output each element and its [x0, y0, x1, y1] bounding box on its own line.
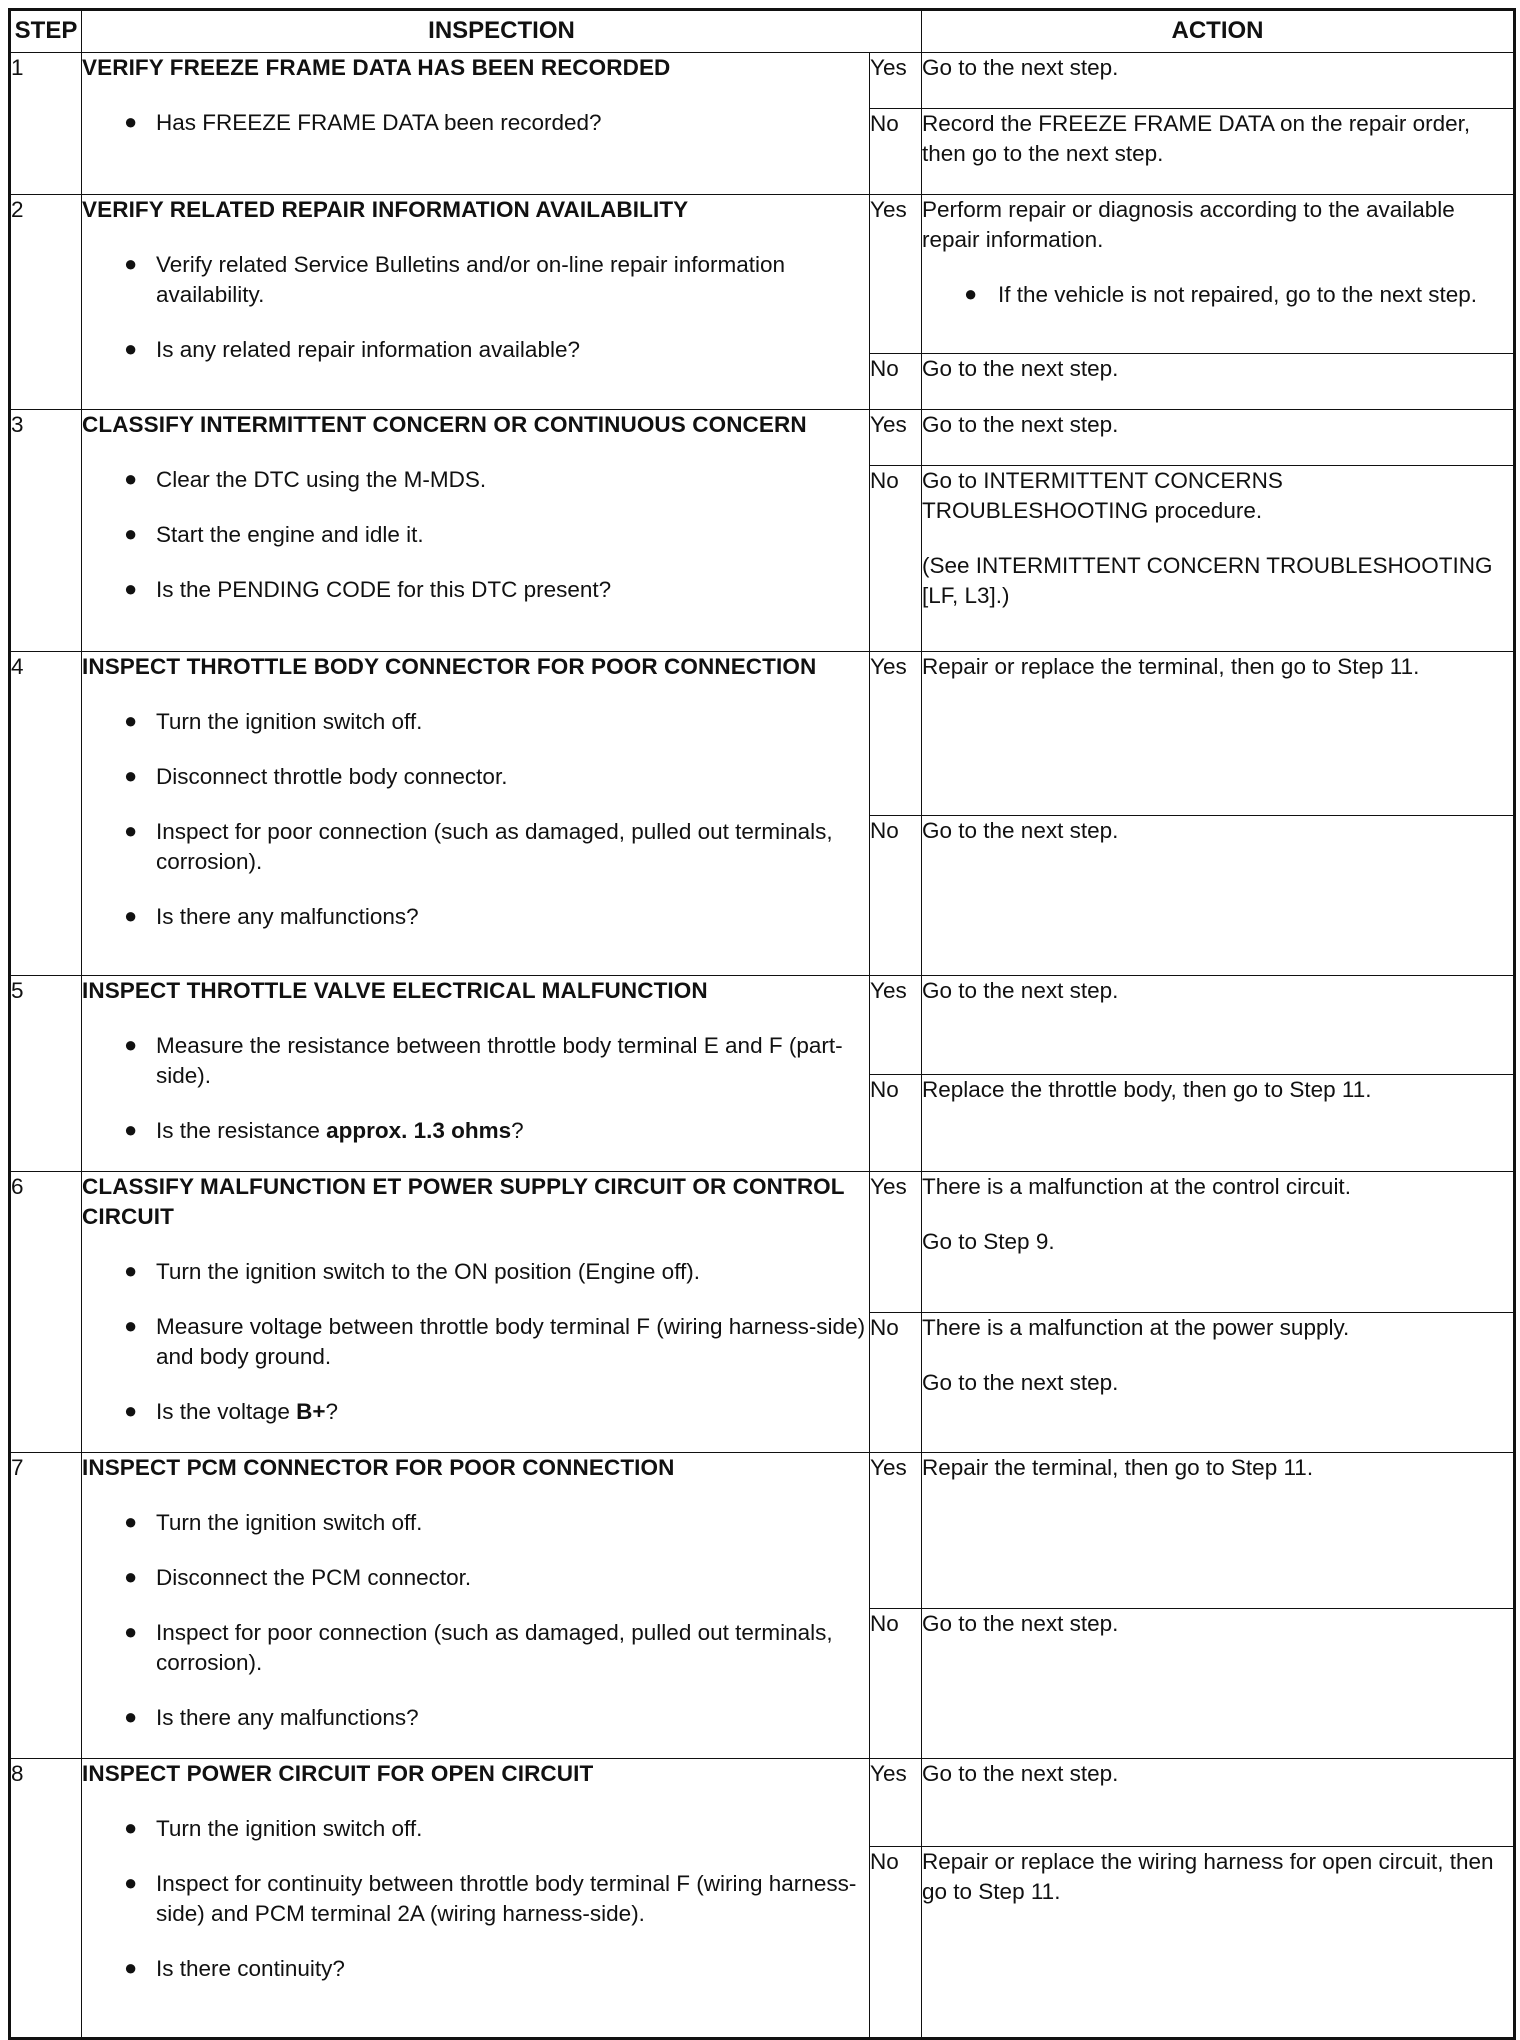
- header-row: [10, 10, 1515, 53]
- yes-action: [922, 1172, 1515, 1313]
- table-row: [10, 53, 1515, 109]
- yes-action: [922, 53, 1515, 109]
- action-text: There is a malfunction at the control circuit.: [922, 1174, 1351, 1199]
- table-row: [10, 976, 1515, 1075]
- bullet-tail: ?: [511, 1118, 524, 1143]
- inspection-title: INSPECT THROTTLE BODY CONNECTOR FOR POOR CONNECTION: [82, 654, 817, 679]
- action-text: Go to the next step.: [922, 978, 1119, 1003]
- action-text: Record the FREEZE FRAME DATA on the repair order, then go to the next step.: [922, 111, 1471, 166]
- inspection-bullets: [82, 465, 869, 605]
- bullet-tail: ?: [325, 1399, 338, 1424]
- table-row: [10, 652, 1515, 816]
- action-text: Go to the next step.: [922, 412, 1119, 437]
- inspection-bullet: ● Disconnect the PCM connector.: [82, 1563, 869, 1593]
- inspection-cell: [82, 1172, 870, 1453]
- yes-action: [922, 1759, 1515, 1847]
- inspection-bullet: ● Is the PENDING CODE for this DTC present?: [82, 575, 869, 605]
- inspection-bullets: [82, 1031, 869, 1146]
- table-row: [10, 1172, 1515, 1313]
- inspection-bullets: [82, 250, 869, 365]
- no-label: No: [870, 1608, 922, 1758]
- action-text: Go to the next step.: [922, 356, 1119, 381]
- inspection-bullet: ● Disconnect throttle body connector.: [82, 762, 869, 792]
- inspection-title: VERIFY FREEZE FRAME DATA HAS BEEN RECORDED: [82, 55, 671, 80]
- diagnostic-table: [8, 8, 1516, 2040]
- inspection-cell: [82, 410, 870, 652]
- yes-action: [922, 976, 1515, 1075]
- yes-action: [922, 410, 1515, 466]
- bullet-text: Is the voltage: [156, 1399, 297, 1424]
- bold-value: B+: [296, 1399, 326, 1424]
- yes-label: Yes: [870, 195, 922, 354]
- no-label: No: [870, 1313, 922, 1453]
- inspection-bullet: ● Is any related repair information available?: [82, 335, 869, 365]
- inspection-bullet: ● Start the engine and idle it.: [82, 520, 869, 550]
- step-number: 6: [10, 1172, 82, 1453]
- inspection-bullet: [82, 1397, 869, 1427]
- inspection-bullet: ● Is there any malfunctions?: [82, 902, 869, 932]
- action-text: Go to the next step.: [922, 55, 1119, 80]
- step-number: 1: [10, 53, 82, 195]
- inspection-bullet: ● Inspect for poor connection (such as damaged, pulled out terminals, corrosion).: [82, 1618, 869, 1678]
- inspection-cell: [82, 195, 870, 410]
- no-label: No: [870, 354, 922, 410]
- yes-label: Yes: [870, 1453, 922, 1609]
- no-label: No: [870, 466, 922, 652]
- step-number: 4: [10, 652, 82, 976]
- yes-label: Yes: [870, 1759, 922, 1847]
- inspection-bullet: ● Turn the ignition switch off.: [82, 707, 869, 737]
- action-bullet: ● If the vehicle is not repaired, go to the next step.: [922, 280, 1513, 310]
- action-text: Go to Step 9.: [922, 1229, 1055, 1254]
- action-text: Go to the next step.: [922, 1761, 1119, 1786]
- yes-action: [922, 1453, 1515, 1609]
- step-number: 8: [10, 1759, 82, 2039]
- bullet-text: Is the resistance: [156, 1118, 327, 1143]
- inspection-bullet: ● Turn the ignition switch off.: [82, 1508, 869, 1538]
- yes-action: [922, 652, 1515, 816]
- action-bullets: [922, 280, 1513, 310]
- action-text: Repair or replace the terminal, then go to Step 11.: [922, 654, 1420, 679]
- inspection-title: VERIFY RELATED REPAIR INFORMATION AVAILABILITY: [82, 197, 689, 222]
- action-text: Go to the next step.: [922, 1610, 1119, 1636]
- action-text: Perform repair or diagnosis according to the available repair information.: [922, 197, 1455, 252]
- action-text: Replace the throttle body, then go to Step 11.: [922, 1077, 1372, 1103]
- yes-label: Yes: [870, 1172, 922, 1313]
- no-action: [922, 816, 1515, 976]
- inspection-bullet: ● Is there continuity?: [82, 1954, 869, 1984]
- step-number: 3: [10, 410, 82, 652]
- inspection-bullet: ● Turn the ignition switch to the ON position (Engine off).: [82, 1257, 869, 1287]
- inspection-bullet: ● Inspect for poor connection (such as damaged, pulled out terminals, corrosion).: [82, 817, 869, 877]
- table-row: [10, 195, 1515, 354]
- inspection-bullet: ● Clear the DTC using the M-MDS.: [82, 465, 869, 495]
- inspection-title: CLASSIFY MALFUNCTION ET POWER SUPPLY CIRCUIT OR CONTROL CIRCUIT: [82, 1174, 845, 1229]
- inspection-bullet: ● Inspect for continuity between throttle body terminal F (wiring harness-side) and PCM terminal 2A (wiring harness-side).: [82, 1869, 869, 1929]
- no-label: No: [870, 816, 922, 976]
- action-text: Repair the terminal, then go to Step 11.: [922, 1455, 1314, 1480]
- inspection-bullet: ● Verify related Service Bulletins and/or on-line repair information availability.: [82, 250, 869, 310]
- inspection-cell: [82, 53, 870, 195]
- inspection-title: CLASSIFY INTERMITTENT CONCERN OR CONTINUOUS CONCERN: [82, 412, 807, 437]
- table-row: [10, 1759, 1515, 1847]
- yes-label: Yes: [870, 976, 922, 1075]
- inspection-cell: [82, 652, 870, 976]
- no-label: No: [870, 109, 922, 195]
- inspection-bullet: ● Measure the resistance between throttle body terminal E and F (part-side).: [82, 1031, 869, 1091]
- inspection-title: INSPECT POWER CIRCUIT FOR OPEN CIRCUIT: [82, 1761, 594, 1786]
- table-row: [10, 410, 1515, 466]
- yes-action: [922, 195, 1515, 354]
- inspection-bullets: [82, 1257, 869, 1427]
- no-label: No: [870, 1847, 922, 2039]
- inspection-bullet: ● Turn the ignition switch off.: [82, 1814, 869, 1844]
- table-row: [10, 1453, 1515, 1609]
- no-action: [922, 1847, 1515, 2039]
- inspection-cell: [82, 976, 870, 1172]
- inspection-bullets: [82, 1814, 869, 1984]
- bold-value: approx. 1.3 ohms: [326, 1118, 512, 1143]
- no-action: [922, 466, 1515, 652]
- header-action: ACTION: [922, 10, 1515, 53]
- action-text: (See INTERMITTENT CONCERN TROUBLESHOOTING [LF, L3].): [922, 553, 1493, 608]
- action-text: Go to the next step.: [922, 1370, 1119, 1396]
- inspection-bullet: ● Has FREEZE FRAME DATA been recorded?: [82, 108, 869, 138]
- inspection-cell: [82, 1453, 870, 1759]
- step-number: 7: [10, 1453, 82, 1759]
- no-action: [922, 1608, 1515, 1758]
- inspection-cell: [82, 1759, 870, 2039]
- no-label: No: [870, 1075, 922, 1172]
- yes-label: Yes: [870, 652, 922, 816]
- no-action: [922, 354, 1515, 410]
- yes-label: Yes: [870, 53, 922, 109]
- header-step: STEP: [10, 10, 82, 53]
- step-number: 2: [10, 195, 82, 410]
- action-text: Go to INTERMITTENT CONCERNS TROUBLESHOOTING procedure.: [922, 468, 1283, 523]
- inspection-title: INSPECT THROTTLE VALVE ELECTRICAL MALFUNCTION: [82, 978, 708, 1003]
- no-action: [922, 1313, 1515, 1453]
- inspection-bullet: ● Measure voltage between throttle body terminal F (wiring harness-side) and body ground.: [82, 1312, 869, 1372]
- no-action: [922, 109, 1515, 195]
- action-text: Repair or replace the wiring harness for open circuit, then go to Step 11.: [922, 1849, 1494, 1904]
- no-action: [922, 1075, 1515, 1172]
- inspection-bullets: [82, 108, 869, 138]
- inspection-bullet: ● Is there any malfunctions?: [82, 1703, 869, 1733]
- yes-label: Yes: [870, 410, 922, 466]
- inspection-bullet: [82, 1116, 869, 1146]
- step-number: 5: [10, 976, 82, 1172]
- inspection-title: INSPECT PCM CONNECTOR FOR POOR CONNECTION: [82, 1455, 675, 1480]
- action-text: Go to the next step.: [922, 818, 1119, 843]
- header-inspection: INSPECTION: [82, 10, 922, 53]
- inspection-bullets: [82, 707, 869, 932]
- inspection-bullets: [82, 1508, 869, 1733]
- action-text: There is a malfunction at the power supply.: [922, 1315, 1350, 1341]
